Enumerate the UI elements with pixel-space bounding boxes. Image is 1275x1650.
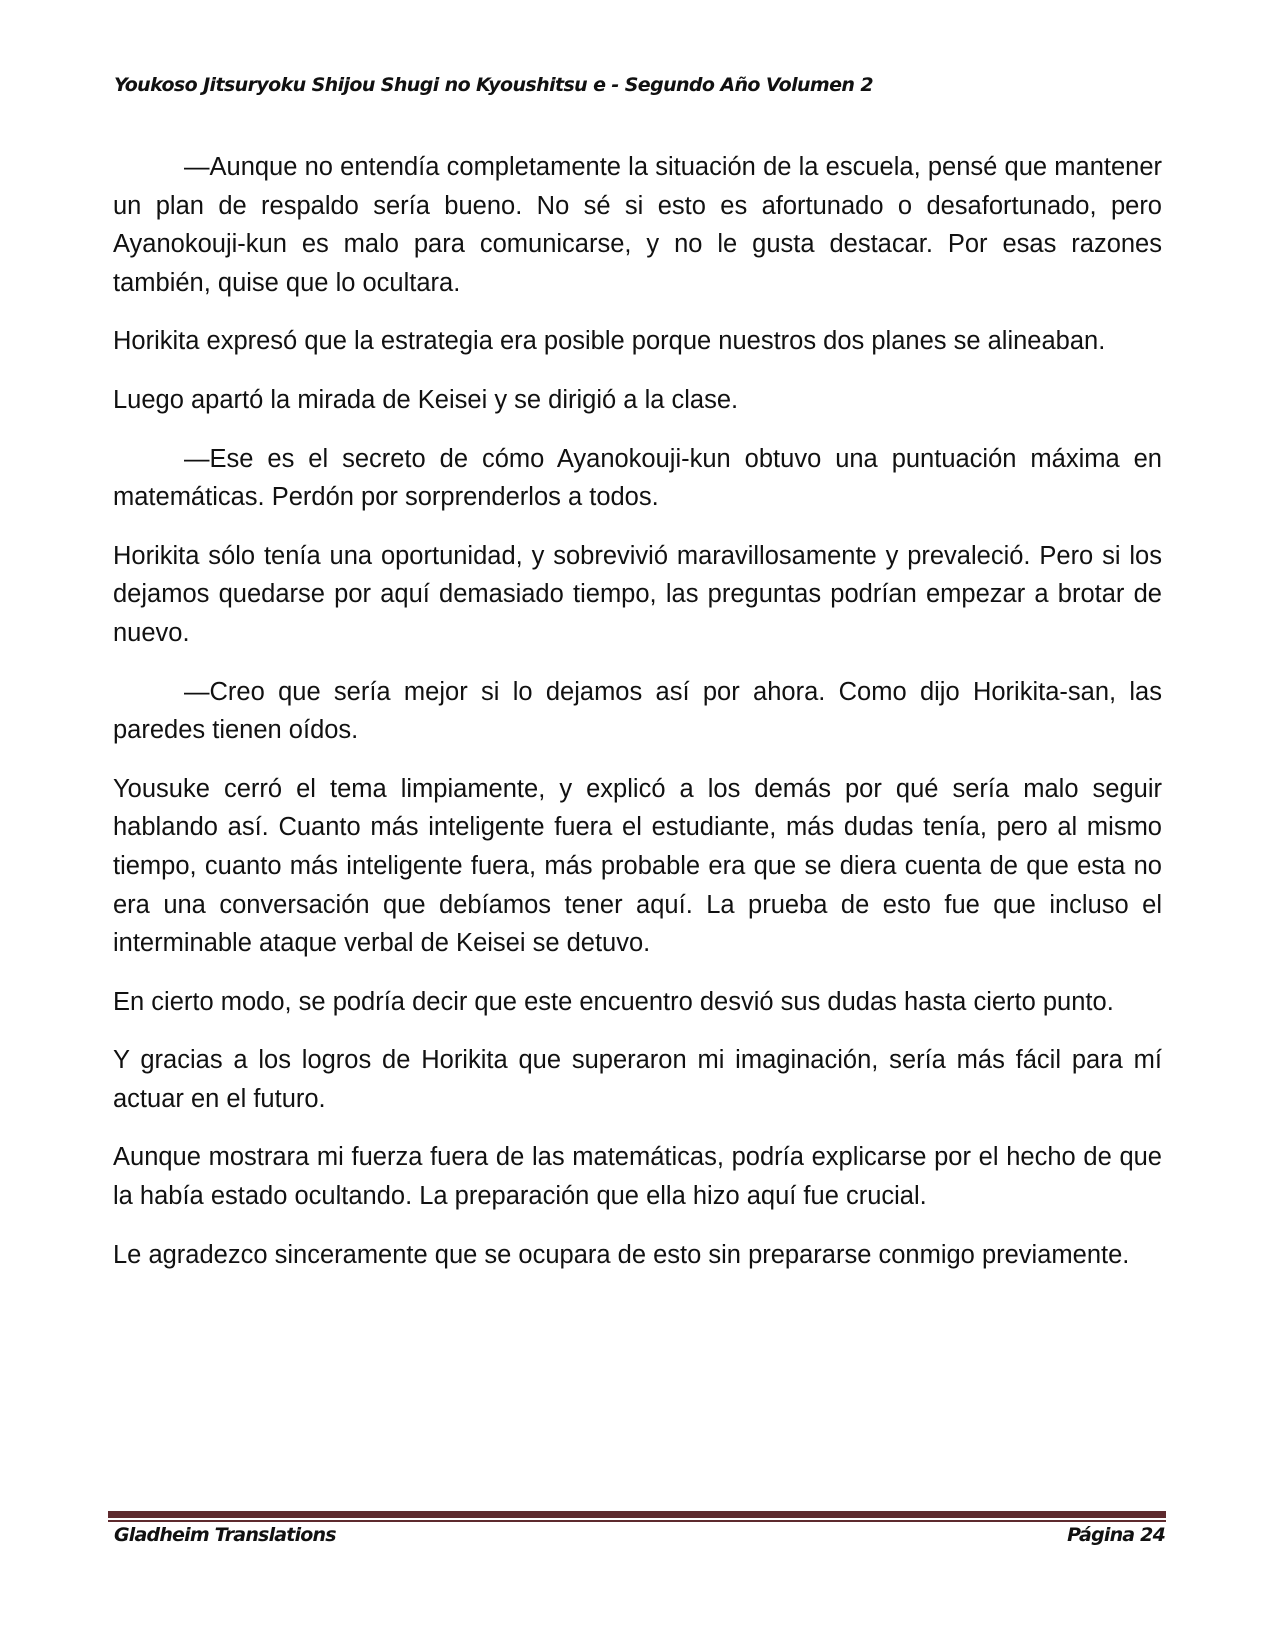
paragraph: Horikita sólo tenía una oportunidad, y sobrevivió maravillosamente y prevaleció. Pero si los dejamos quedarse por aquí demasiado tiempo, las preguntas podrían empezar a brotar de nuevo. [113, 541, 1162, 647]
footer-rule-thin [108, 1520, 1166, 1522]
running-header: Youkoso Jitsuryoku Shijou Shugi no Kyoushitsu e - Segundo Año Volumen 2 [114, 74, 873, 96]
paragraph: —Ese es el secreto de cómo Ayanokouji-kun obtuvo una puntuación máxima en matemáticas. Perdón por sorprenderlos a todos. [113, 444, 1162, 512]
paragraph: Horikita expresó que la estrategia era posible porque nuestros dos planes se alineaban. [113, 327, 1106, 356]
paragraph: Aunque mostrara mi fuerza fuera de las matemáticas, podría explicarse por el hecho de que la había estado ocultando. La preparación que ella hizo aquí fue crucial. [113, 1143, 1162, 1211]
page-body [113, 148, 1162, 1294]
paragraph: Y gracias a los logros de Horikita que superaron mi imaginación, sería más fácil para mí actuar en el futuro. [113, 1046, 1162, 1113]
footer-page-number: Página 24 [1067, 1524, 1165, 1546]
paragraph: Luego apartó la mirada de Keisei y se dirigió a la clase. [113, 385, 739, 414]
footer-translator: Gladheim Translations [114, 1524, 336, 1546]
footer-rule-thick [108, 1511, 1166, 1518]
paragraph: Le agradezco sinceramente que se ocupara de esto sin prepararse conmigo previamente. [113, 1240, 1130, 1269]
paragraph: —Aunque no entendía completamente la situación de la escuela, pensé que mantener un plan de respaldo sería bueno. No sé si esto es afortunado o desafortunado, pero Ayanokouji-kun es malo para comunicarse, y no le gusta destacar. Por esas razones también, quise que lo ocultara. [113, 153, 1162, 297]
paragraph: En cierto modo, se podría decir que este encuentro desvió sus dudas hasta cierto punto. [113, 987, 1114, 1016]
paragraph: —Creo que sería mejor si lo dejamos así por ahora. Como dijo Horikita-san, las paredes tienen oídos. [113, 677, 1162, 745]
paragraph: Yousuke cerró el tema limpiamente, y explicó a los demás por qué sería malo seguir hablando así. Cuanto más inteligente fuera el estudiante, más dudas tenía, pero al mismo tiempo, cuanto más inteligente fuera, más probable era que se diera cuenta de que esta no era una conversación que debíamos tener aquí. La prueba de esto fue que incluso el interminable ataque verbal de Keisei se detuvo. [113, 774, 1162, 958]
